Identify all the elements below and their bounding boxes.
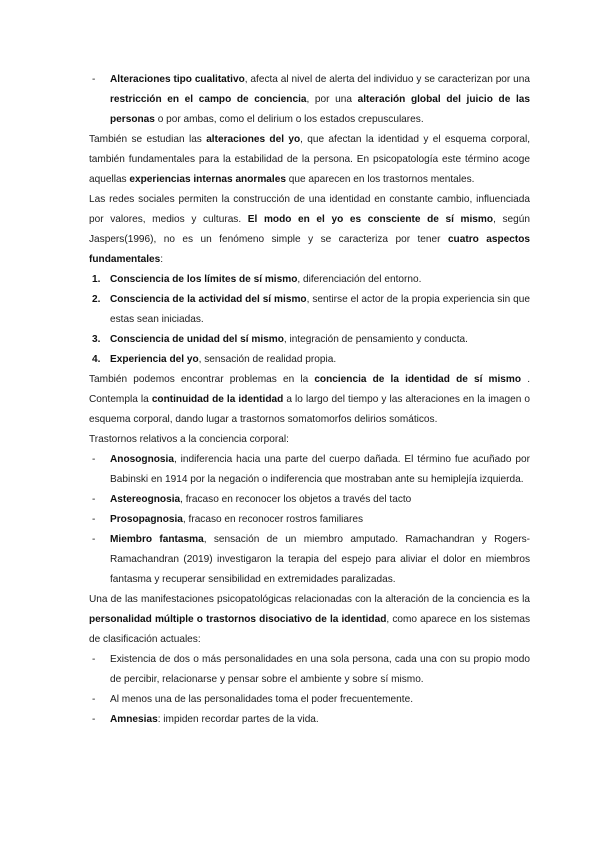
bullet-list-item xyxy=(89,510,530,530)
text-run: , afecta al nivel de alerta del individuo y se caracterizan por una xyxy=(244,74,530,85)
numbered-list-item xyxy=(89,330,530,350)
bold-text: Consciencia de unidad del sí mismo xyxy=(110,334,284,345)
bullet-dash: - xyxy=(92,714,96,725)
numbered-list-item xyxy=(89,270,530,290)
bold-text: alteraciones del yo xyxy=(206,134,301,145)
list-number: 1. xyxy=(92,274,101,285)
bold-text: Miembro fantasma xyxy=(110,534,204,545)
bold-text: alteración global del juicio de las personas xyxy=(110,94,530,125)
bold-text: personalidad múltiple o trastornos disociativo de la identidad xyxy=(89,614,387,625)
text-content xyxy=(110,290,530,330)
bold-text: restricción en el campo de conciencia xyxy=(110,94,307,105)
text-content xyxy=(89,194,530,265)
numbered-list-item xyxy=(89,290,530,330)
text-run: Existencia de dos o más personalidades en una sola persona, cada una con su propio modo de percibir, relacionarse y pensar sobre el ambiente y sobre sí mismo. xyxy=(110,654,530,685)
text-run: o por ambas, como el delirium o los estados crepusculares. xyxy=(154,114,424,125)
text-run: , integración de pensamiento y conducta. xyxy=(283,334,468,345)
bold-text: El modo en el yo es consciente de sí mismo xyxy=(247,214,494,225)
text-content xyxy=(110,490,530,510)
paragraph xyxy=(89,130,530,190)
text-content xyxy=(110,270,530,290)
paragraph xyxy=(89,590,530,650)
text-run: , fracaso en reconocer rostros familiares xyxy=(182,514,363,525)
bullet-list-item xyxy=(89,450,530,490)
text-content xyxy=(89,134,530,185)
paragraph xyxy=(89,430,530,450)
text-run: , sensación de un miembro amputado. Ramachandran y Rogers-Ramachandran (2019) investigaron la terapia del espejo para aliviar el dolor en miembros fantasma y recuperar sensibilidad en extremidades paralizadas. xyxy=(110,534,530,585)
list-number: 3. xyxy=(92,334,101,345)
text-run: Las redes sociales permiten la construcción de una identidad en constante cambio, influenciada por valores, medios y culturas. xyxy=(89,194,530,225)
text-run: a lo largo del tiempo y las alteraciones en la imagen o esquema corporal, dando lugar a trastornos somatomorfos delirios somáticos. xyxy=(89,394,530,425)
bullet-list-item xyxy=(89,690,530,710)
paragraph xyxy=(89,370,530,430)
bullet-dash: - xyxy=(92,454,96,465)
bold-text: Consciencia de la actividad del sí mismo xyxy=(110,294,307,305)
text-content xyxy=(110,650,530,690)
bullet-list-item xyxy=(89,650,530,690)
text-content xyxy=(89,374,530,425)
text-content xyxy=(110,690,530,710)
text-run: : impiden recordar partes de la vida. xyxy=(157,714,319,725)
text-run: , sentirse el actor de la propia experiencia sin que estas sean iniciadas. xyxy=(110,294,530,325)
text-content xyxy=(89,434,289,445)
bullet-list-item xyxy=(89,70,530,130)
bullet-dash: - xyxy=(92,74,96,85)
text-run: , diferenciación del entorno. xyxy=(297,274,422,285)
text-content xyxy=(110,70,530,130)
text-run: Trastornos relativos a la conciencia corporal: xyxy=(89,434,289,445)
text-run: : xyxy=(160,254,164,265)
bullet-list-item xyxy=(89,490,530,510)
text-run: , que afectan la identidad y el esquema corporal, también fundamentales para la estabilidad de la persona. En psicopatología este término acoge aquellas xyxy=(89,134,531,185)
text-content xyxy=(89,594,530,645)
paragraph xyxy=(89,190,530,270)
bullet-dash: - xyxy=(92,654,96,665)
text-run: Al menos una de las personalidades toma el poder frecuentemente. xyxy=(110,694,413,705)
bold-text: Amnesias xyxy=(110,714,158,725)
bold-text: cuatro aspectos fundamentales xyxy=(89,234,530,265)
bold-text: Consciencia de los límites de sí mismo xyxy=(110,274,298,285)
bold-text: conciencia de la identidad de sí mismo xyxy=(314,374,522,385)
text-run: , según Jaspers(1996), no es un fenómeno simple y se caracteriza por tener xyxy=(89,214,530,245)
bold-text: Anosognosia xyxy=(110,454,174,465)
text-run: que aparecen en los trastornos mentales. xyxy=(285,174,475,185)
text-run: También se estudian las xyxy=(89,134,207,145)
document-page xyxy=(89,70,530,730)
text-run: , indiferencia hacia una parte del cuerpo dañada. El término fue acuñado por Babinski en 1914 por la negación o indiferencia que mostraban ante su hemiplejía izquierda. xyxy=(110,454,530,485)
bullet-dash: - xyxy=(92,534,96,545)
bold-text: Astereognosia xyxy=(110,494,181,505)
list-number: 2. xyxy=(92,294,101,305)
numbered-list-item xyxy=(89,350,530,370)
text-run: , sensación de realidad propia. xyxy=(198,354,337,365)
text-run: También podemos encontrar problemas en la xyxy=(89,374,315,385)
text-content xyxy=(110,350,530,370)
text-content xyxy=(110,710,530,730)
bullet-list-item xyxy=(89,530,530,590)
text-content xyxy=(110,510,530,530)
bold-text: continuidad de la identidad xyxy=(151,394,284,405)
bold-text: Alteraciones tipo cualitativo xyxy=(110,74,245,85)
bold-text: Experiencia del yo xyxy=(110,354,199,365)
list-number: 4. xyxy=(92,354,101,365)
text-run: , fracaso en reconocer los objetos a través del tacto xyxy=(180,494,412,505)
text-run: , por una xyxy=(306,94,358,105)
text-run: . Contempla la xyxy=(89,374,530,405)
bullet-dash: - xyxy=(92,494,96,505)
bullet-dash: - xyxy=(92,514,96,525)
bullet-dash: - xyxy=(92,694,96,705)
text-run: Una de las manifestaciones psicopatológicas relacionadas con la alteración de la conciencia es la xyxy=(89,594,530,605)
text-content xyxy=(110,330,530,350)
bold-text: Prosopagnosia xyxy=(110,514,183,525)
bullet-list-item xyxy=(89,710,530,730)
text-content xyxy=(110,530,530,590)
text-content xyxy=(110,450,530,490)
bold-text: experiencias internas anormales xyxy=(129,174,286,185)
text-run: , como aparece en los sistemas de clasificación actuales: xyxy=(89,614,530,645)
